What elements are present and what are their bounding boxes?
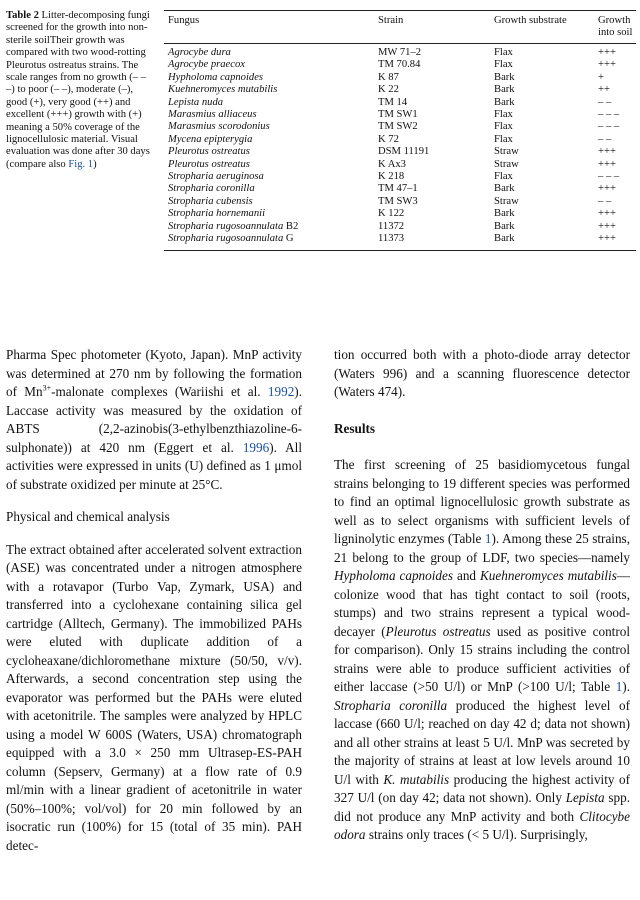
- cell-strain: K 87: [378, 71, 399, 83]
- cell-substrate: Bark: [494, 71, 515, 83]
- cell-strain: K Ax3: [378, 158, 406, 170]
- table-caption-label: Table 2: [6, 10, 39, 21]
- table-caption-text: Litter-decomposing fungi screened for the growth into non-sterile soilTheir growth was compared with two wood-rotting Pleurotus ostreatus strains. The scale ranges from no growth (– – –) to poor (– –), moderate (–), good (+), very good (++) and excellent (+++) growth with (+) meaning a 50% coverage of the lignocellulosic material. Visual evaluation was done after 30 days (compare also: [6, 10, 150, 170]
- cell-growth: – –: [598, 96, 612, 108]
- cell-strain: TM SW1: [378, 109, 418, 121]
- table-row: [164, 121, 636, 133]
- cell-growth: – –: [598, 195, 612, 207]
- cell-substrate: Bark: [494, 220, 515, 232]
- cell-substrate: Bark: [494, 96, 515, 108]
- cell-substrate: Straw: [494, 158, 519, 170]
- table-caption-end: ): [93, 158, 97, 170]
- cell-growth: +++: [598, 59, 616, 71]
- cell-strain: DSM 11191: [378, 146, 430, 158]
- cell-strain: TM 70.84: [378, 59, 421, 71]
- column-header-growth: Growth into soil: [594, 11, 636, 44]
- cell-fungus: Agrocybe praecox: [168, 59, 245, 71]
- table-row: [164, 183, 636, 195]
- cell-substrate: Flax: [494, 171, 513, 183]
- figure-link[interactable]: Fig. 1: [68, 158, 94, 170]
- column-header-fungus: Fungus: [164, 11, 374, 44]
- cell-strain: 11373: [374, 233, 490, 250]
- cell-strain: K 22: [378, 84, 399, 96]
- cell-growth: +++: [598, 158, 616, 170]
- column-header-substrate: Growth substrate: [490, 11, 594, 44]
- cell-growth: ++: [598, 84, 610, 96]
- cell-fungus: Stropharia rugosoannulata B2: [168, 220, 299, 232]
- table-row: [164, 221, 636, 233]
- table-row: [164, 72, 636, 84]
- section-heading-analysis: Physical and chemical analysis: [6, 509, 170, 524]
- cell-fungus: Pleurotus ostreatus: [168, 146, 250, 158]
- cell-growth: +++: [598, 183, 616, 195]
- cell-fungus: Marasmius alliaceus: [168, 109, 257, 121]
- left-column: [6, 346, 302, 855]
- cell-substrate: Flax: [494, 109, 513, 121]
- cell-substrate: Flax: [494, 47, 513, 58]
- table-row: [164, 97, 636, 109]
- cell-strain: MW 71–2: [378, 47, 422, 58]
- cell-substrate: Bark: [490, 233, 594, 250]
- cell-fungus: Stropharia rugosoannulata G: [164, 233, 374, 250]
- table-row: [164, 84, 636, 96]
- cell-strain: TM SW3: [378, 195, 418, 207]
- cell-substrate: Bark: [494, 208, 515, 220]
- cell-strain: TM 14: [378, 96, 408, 108]
- cell-growth: +++: [598, 208, 616, 220]
- right-column: [334, 346, 630, 845]
- table-row: [164, 44, 636, 60]
- table-link[interactable]: 1: [484, 531, 492, 546]
- cell-fungus: Stropharia aeruginosa: [168, 171, 264, 183]
- column-header-strain: Strain: [374, 11, 490, 44]
- table-header-row: [164, 11, 636, 44]
- cell-growth: +++: [598, 47, 616, 58]
- cell-growth: +: [598, 71, 604, 83]
- table-row: [164, 171, 636, 183]
- cell-growth: – – –: [598, 109, 620, 121]
- methods-paragraph-enzymes: Pharma Spec photometer (Kyoto, Japan). MnP activity was determined at 270 nm by following the formation of $Mn^{3+}$-malonate complexes (Wariishi et al. 1992). Laccase activity was measured by the oxidation of ABTS (2,2-azinobis(3-ethylbenzthiazoline-6-sulphonate)) at 420 nm (Eggert et al. 1996). All activities were expressed in units (U) defined as 1 μmol of substrate oxidized per minute at 25°C.: [6, 347, 302, 492]
- table-row: [164, 208, 636, 220]
- cell-fungus: Stropharia cubensis: [168, 195, 253, 207]
- table-link[interactable]: 1: [615, 679, 623, 694]
- cell-strain: 11372: [378, 220, 405, 232]
- results-paragraph: The first screening of 25 basidiomycetous fungal strains belonging to 19 different species was performed to find an optimal lignocellulosic growth substrate as well as to select organisms with sufficient levels of ligninolytic enzymes (Table 1). Among these 25 strains, 21 belong to the group of LDF, two species—namely Hypholoma capnoides and Kuehneromyces mutabilis—colonize wood that has tight contact to soil (roots, stumps) and two strains represent a typical wood-decayer (Pleurotus ostreatus used as positive control for comparison). Only 15 strains including the control strains were able to produce sufficient activities of either laccase (>50 U/l) or MnP (>100 U/l; Table 1). Stropharia coronilla produced the highest level of laccase (660 U/l; reached on day 42 d; data not shown) and all other strains at least 5 U/l. MnP was secreted by the majority of strains at least at low levels around 10 U/l with K. mutabilis producing the highest activity of 327 U/l (on day 42; data not shown). Only Lepista spp. did not produce any MnP activity and both Clitocybe odora strains only traces (< 5 U/l). Surprisingly,: [334, 457, 631, 842]
- table-caption: [6, 10, 156, 171]
- cell-growth: +++: [594, 233, 636, 250]
- citation-link[interactable]: 1996: [242, 439, 270, 455]
- cell-fungus: Lepista nuda: [168, 96, 224, 108]
- cell-growth: – –: [598, 133, 612, 145]
- cell-substrate: Flax: [494, 133, 513, 145]
- cell-substrate: Bark: [494, 84, 515, 96]
- cell-strain: K 72: [378, 133, 399, 145]
- cell-growth: – – –: [598, 121, 620, 133]
- cell-strain: K 218: [378, 171, 405, 183]
- table-row: [164, 134, 636, 146]
- table-row: [164, 146, 636, 158]
- cell-substrate: Bark: [494, 183, 515, 195]
- table-row: [164, 159, 636, 171]
- cell-substrate: Straw: [494, 195, 519, 207]
- table-row: [164, 196, 636, 208]
- cell-strain: TM 47–1: [378, 183, 418, 195]
- cell-growth: +++: [598, 146, 616, 158]
- cell-growth: – – –: [598, 171, 620, 183]
- cell-fungus: Stropharia hornemanii: [168, 208, 266, 220]
- fungi-table: [164, 10, 636, 251]
- methods-paragraph-detection: tion occurred both with a photo-diode array detector (Waters 996) and a scanning fluorescence detector (Waters 474).: [334, 347, 630, 399]
- table-row: [164, 59, 636, 71]
- cell-fungus: Marasmius scorodonius: [168, 121, 270, 133]
- table-row: [164, 233, 636, 250]
- cell-substrate: Flax: [494, 121, 513, 133]
- table-body: [164, 44, 636, 251]
- section-heading-results: Results: [334, 420, 376, 436]
- cell-fungus: Kuehneromyces mutabilis: [168, 84, 278, 96]
- methods-paragraph-analysis: The extract obtained after accelerated solvent extraction (ASE) was concentrated under a nitrogen atmosphere with a rotavapor (Turbo Vap, Zymark, USA) and transferred into a cyclohexane containing silica gel cartridge (Alltech, Germany). The immobilized PAHs were eluted with duplicate addition of a cycloheaxane/dichloromethane mixture (50/50, v/v). Afterwards, a second concentration step using the evaporator was performed but the PAHs were eluted with acetonitrile. The samples were analyzed by HPLC using a model W 600S (Waters, USA) chromatograph equipped with a 3.0 × 250 mm Ultrasep-ES-PAH column (Sepserv, Germany) at a flow rate of 0.9 ml/min with a linear gradient of acetonitrile in water (50%–100%; vol/vol) for 20 min followed by an isocratic run (100%) for 15 (total of 35 min). PAH detec-: [6, 541, 302, 853]
- cell-strain: K 122: [378, 208, 405, 220]
- cell-fungus: Pleurotus ostreatus: [168, 158, 250, 170]
- table-row: [164, 109, 636, 121]
- cell-fungus: Mycena epipterygia: [168, 133, 253, 145]
- citation-link[interactable]: 1992: [267, 384, 295, 399]
- cell-substrate: Flax: [494, 59, 513, 71]
- cell-strain: TM SW2: [378, 121, 418, 133]
- cell-fungus: Stropharia coronilla: [168, 183, 255, 195]
- cell-fungus: Hypholoma capnoides: [168, 71, 264, 83]
- cell-growth: +++: [598, 220, 616, 232]
- cell-substrate: Straw: [494, 146, 519, 158]
- cell-fungus: Agrocybe dura: [168, 47, 231, 58]
